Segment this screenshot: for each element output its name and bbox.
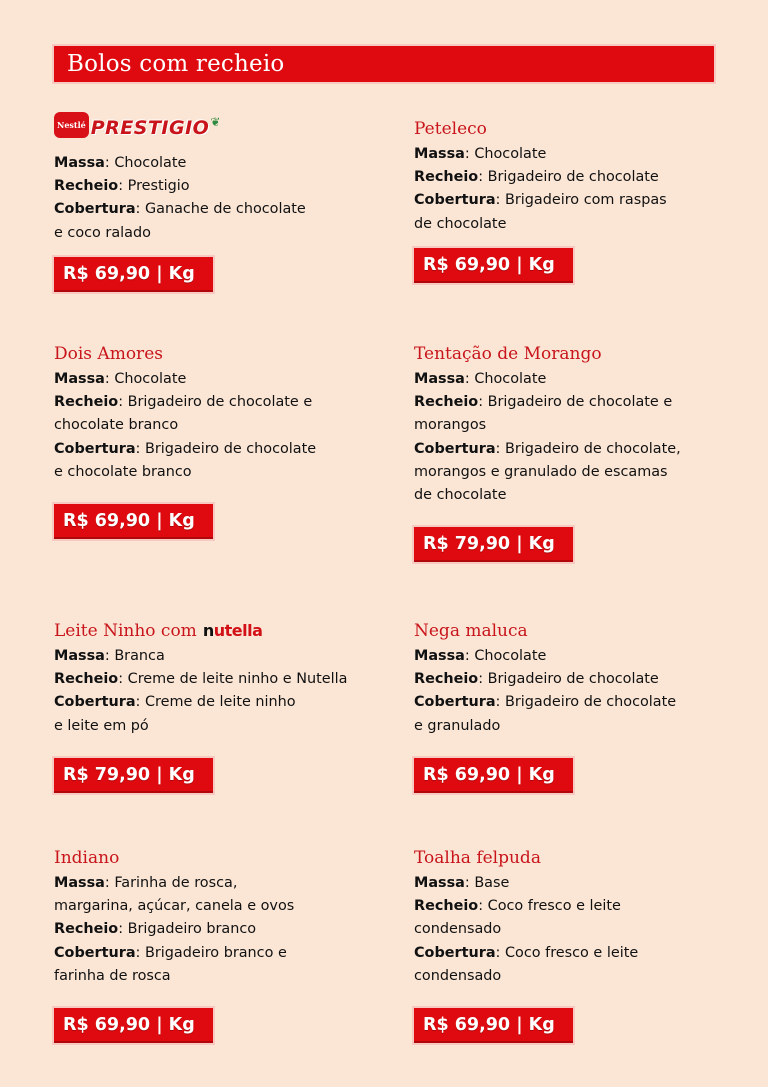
recheio-line: Recheio: Prestigio xyxy=(54,178,190,195)
cake-card-dois-amores xyxy=(54,342,354,539)
cobertura-line: Cobertura: Creme de leite ninho xyxy=(54,694,296,711)
recheio-line: Recheio: Coco fresco e leite xyxy=(414,898,621,915)
card-title xyxy=(54,110,354,146)
massa-line: Massa: Base xyxy=(414,875,510,891)
massa-line-cont: margarina, açúcar, canela e ovos xyxy=(54,898,295,915)
massa-line: Massa: Farinha de rosca, xyxy=(54,875,238,891)
recheio-line: Recheio: Brigadeiro de chocolate xyxy=(414,671,659,688)
cake-card-toalha-felpuda xyxy=(414,846,714,1043)
recheio-line: Recheio: Brigadeiro de chocolate xyxy=(414,169,659,186)
price-tag: R$ 79,90 | Kg xyxy=(414,527,573,562)
prestigio-logo xyxy=(54,110,220,146)
cobertura-line-cont: morangos e granulado de escamas xyxy=(414,463,668,480)
cobertura-line-cont: e chocolate branco xyxy=(54,463,192,480)
cobertura-line: Cobertura: Brigadeiro de chocolate, xyxy=(414,440,681,457)
recheio-line-cont: morangos xyxy=(414,417,487,434)
recheio-line-cont: condensado xyxy=(414,921,502,938)
section-header xyxy=(54,46,714,82)
recheio-line: Recheio: Brigadeiro branco xyxy=(54,921,257,938)
cake-card-prestigio xyxy=(54,110,354,292)
price-tag: R$ 79,90 | Kg xyxy=(54,758,213,793)
card-title: Toalha felpuda xyxy=(414,848,541,868)
massa-line: Massa: Chocolate xyxy=(414,371,547,387)
cake-card-nega-maluca xyxy=(414,619,714,793)
cobertura-line-cont: de chocolate xyxy=(414,487,507,504)
cobertura-line: Cobertura: Coco fresco e leite xyxy=(414,944,639,961)
palm-leaf-icon: ❦ xyxy=(210,115,221,129)
price-tag: R$ 69,90 | Kg xyxy=(54,257,213,292)
price-tag: R$ 69,90 | Kg xyxy=(414,758,573,793)
massa-line: Massa: Branca xyxy=(54,648,165,664)
page-title: Bolos com recheio xyxy=(67,51,285,77)
price-tag: R$ 69,90 | Kg xyxy=(414,1008,573,1043)
recheio-line: Recheio: Creme de leite ninho e Nutella xyxy=(54,671,348,688)
recheio-line: Recheio: Brigadeiro de chocolate e xyxy=(414,394,673,411)
cobertura-line: Cobertura: Brigadeiro com raspas xyxy=(414,192,667,209)
cobertura-line-cont: farinha de rosca xyxy=(54,967,171,984)
nestle-badge: Nestlé xyxy=(54,112,89,138)
massa-line: Massa: Chocolate xyxy=(54,371,187,387)
cake-card-leite-ninho xyxy=(54,619,374,793)
card-title: Indiano xyxy=(54,848,120,868)
card-title: Peteleco xyxy=(414,119,487,139)
recheio-line: Recheio: Brigadeiro de chocolate e xyxy=(54,394,313,411)
card-title xyxy=(54,619,374,643)
price-tag: R$ 69,90 | Kg xyxy=(414,248,573,283)
prestigio-wordmark: PRESTIGIO xyxy=(90,117,210,139)
price-tag: R$ 69,90 | Kg xyxy=(54,1008,213,1043)
nutella-logo: nutella xyxy=(202,621,263,640)
cobertura-line: Cobertura: Brigadeiro de chocolate xyxy=(54,440,317,457)
cake-card-indiano xyxy=(54,846,354,1043)
recheio-line-cont: chocolate branco xyxy=(54,417,179,434)
cobertura-line: Cobertura: Brigadeiro branco e xyxy=(54,944,287,961)
card-title-text: Leite Ninho com xyxy=(54,621,197,641)
massa-line: Massa: Chocolate xyxy=(414,146,547,162)
cake-card-peteleco xyxy=(414,117,714,283)
massa-line: Massa: Chocolate xyxy=(414,648,547,664)
cobertura-line-cont: condensado xyxy=(414,967,502,984)
card-title: Tentação de Morango xyxy=(414,344,602,364)
cobertura-line: Cobertura: Brigadeiro de chocolate xyxy=(414,694,677,711)
card-title: Dois Amores xyxy=(54,344,163,364)
cobertura-line-cont: e granulado xyxy=(414,717,501,734)
cobertura-line-cont: e leite em pó xyxy=(54,717,149,734)
cobertura-line-cont: de chocolate xyxy=(414,215,507,232)
cobertura-line-cont: e coco ralado xyxy=(54,224,151,241)
card-title: Nega maluca xyxy=(414,621,528,641)
price-tag: R$ 69,90 | Kg xyxy=(54,504,213,539)
cake-card-tentacao-de-morango xyxy=(414,342,714,562)
cobertura-line: Cobertura: Ganache de chocolate xyxy=(54,201,306,218)
massa-line: Massa: Chocolate xyxy=(54,155,187,171)
